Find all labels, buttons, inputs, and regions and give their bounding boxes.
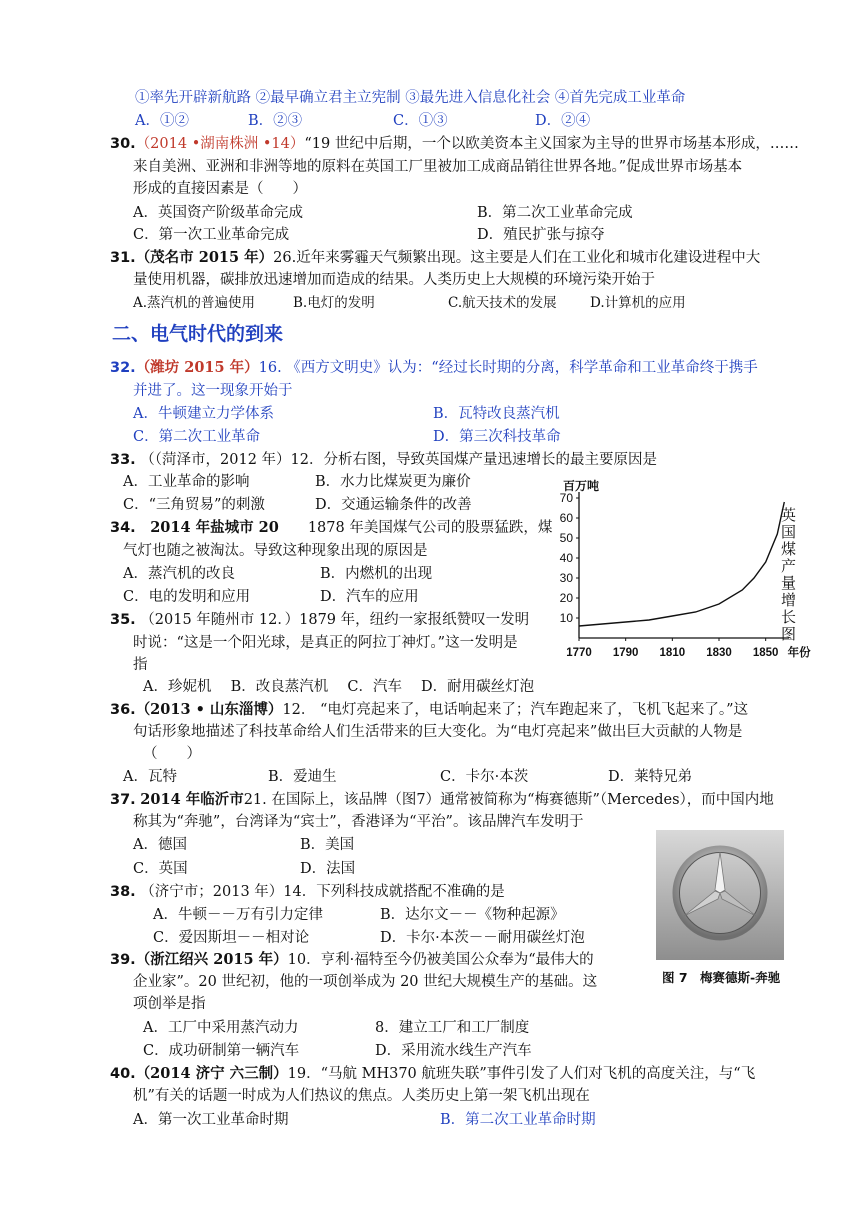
q29-choice-a: A．①②	[135, 113, 189, 129]
q32-line2: 并进了。这一现象开始于	[133, 383, 293, 399]
series-title-char: 产	[781, 557, 797, 575]
q40-text1: 19．“马航 MH370 航班失联”事件引发了人们对飞机的高度关注，与“飞	[287, 1066, 756, 1082]
series-title-char: 国	[781, 523, 797, 541]
q39-option-a: A．工厂中采用蒸汽动力	[143, 1020, 299, 1036]
q34-line2: 气灯也随之被淘汰。导致这种现象出现的原因是	[123, 543, 428, 559]
question-number: 36.	[110, 702, 136, 718]
coal-series-line	[579, 502, 784, 626]
y-tick-label: 30	[559, 571, 573, 585]
q33-line1	[110, 450, 657, 470]
q29-options: ①率先开辟新航路 ②最早确立君主立宪制 ③最先进入信息化社会 ④首先完成工业革命	[135, 90, 686, 106]
q34-source: 2014 年盐城市 20	[150, 519, 279, 536]
x-tick-label: 1810	[659, 647, 686, 659]
q30-text1: “19 世纪中后期，一个以欧美资本主义国家为主导的世界市场基本形成，……	[304, 136, 799, 152]
q35-line1	[110, 610, 529, 630]
q29-choice-b: B．②③	[248, 113, 303, 129]
y-tick-label: 70	[559, 491, 573, 505]
series-title-char: 图	[781, 625, 797, 643]
question-number: 31.	[110, 250, 136, 266]
q35-text1: （2015 年随州市 12．）1879 年，纽约一家报纸赞叹一发明	[140, 612, 530, 628]
question-number: 38.	[110, 884, 136, 900]
q35-options: A．珍妮机 B．改良蒸汽机 C．汽车 D．耐用碳丝灯泡	[143, 679, 535, 695]
q37-text1: 21. 在国际上，该品牌（图7）通常被简称为“梅赛德斯”（Mercedes），而中国内地	[243, 792, 774, 808]
q39-option-c: C．成功研制第一辆汽车	[143, 1043, 300, 1059]
x-tick-label: 1850	[752, 647, 779, 659]
q31-line1	[110, 248, 760, 268]
y-tick-label: 20	[559, 591, 573, 605]
q31-option-b: B.电灯的发明	[293, 295, 375, 311]
q33-option-b: B．水力比煤炭更为廉价	[315, 474, 471, 490]
q33-option-c: C．“三角贸易”的刺激	[123, 497, 265, 513]
q32-option-b: B．瓦特改良蒸汽机	[433, 406, 560, 422]
q34-option-a: A．蒸汽机的改良	[123, 566, 235, 582]
q30-option-c: C．第一次工业革命完成	[133, 227, 290, 243]
q34-text1: 1878 年美国煤气公司的股票猛跌，煤	[307, 520, 553, 536]
q37-source: 2014 年临沂市	[140, 791, 244, 808]
question-number: 34.	[110, 520, 136, 536]
q34-line1	[110, 518, 552, 538]
question-number: 40.	[110, 1066, 136, 1082]
q39-line3: 项创举是指	[133, 996, 206, 1012]
q39-source: （浙江绍兴 2015 年）	[135, 951, 288, 968]
q34-option-d: D．汽车的应用	[320, 589, 419, 605]
q40-option-a: A．第一次工业革命时期	[133, 1112, 289, 1128]
q38-option-c: C．爱因斯坦－－相对论	[153, 930, 310, 946]
q37-option-b: B．美国	[300, 837, 355, 853]
question-number: 35.	[110, 612, 136, 628]
q36-source: （2013 • 山东淄博）	[135, 701, 283, 718]
x-axis-label: 年份	[787, 647, 811, 659]
q38-option-a: A．牛顿－－万有引力定律	[153, 907, 323, 923]
y-tick-label: 50	[559, 531, 573, 545]
q40-source: （2014 济宁 六三制）	[135, 1065, 288, 1082]
q40-line2: 机”有关的话题一时成为人们热议的焦点。人类历史上第一架飞机出现在	[133, 1088, 590, 1104]
figure-caption: 图 7 梅赛德斯-奔驰	[662, 970, 781, 985]
q33-text1: （（菏泽市，2012 年）12．分析右图，导致英国煤产量迅速增长的最主要原因是	[140, 452, 658, 468]
q32-line1	[110, 358, 758, 378]
coal-production-chart	[555, 476, 815, 676]
series-title-char: 英	[781, 506, 797, 524]
question-number: 33.	[110, 452, 136, 468]
question-number: 32.	[110, 360, 136, 376]
q37-option-a: A．德国	[133, 837, 187, 853]
series-title-char: 煤	[781, 540, 797, 558]
q30-option-b: B．第二次工业革命完成	[477, 205, 633, 221]
q36-option-a: A．瓦特	[123, 769, 177, 785]
q31-source: （茂名市 2015 年）	[135, 249, 274, 266]
q32-text1: 16. 《西方文明史》认为：“经过长时期的分离，科学革命和工业革命终于携手	[258, 360, 758, 376]
mercedes-star-icon	[656, 830, 784, 960]
q39-line2: 企业家”。20 世纪初，他的一项创举成为 20 世纪大规模生产的基础。这	[133, 974, 598, 990]
question-number: 39.	[110, 952, 136, 968]
q37-line2: 称其为“奔驰”，台湾译为“宾士”，香港译为“平治”。该品牌汽车发明于	[133, 814, 584, 830]
q37-option-d: D．法国	[300, 861, 356, 877]
q31-text1: 26.近年来雾霾天气频繁出现。这主要是人们在工业化和城市化建设进程中大	[273, 250, 761, 266]
q30-line3: 形成的直接因素是（ ）	[133, 181, 307, 197]
q38-line1	[110, 882, 505, 902]
q40-option-b: B．第二次工业革命时期	[440, 1112, 596, 1128]
x-tick-label: 1830	[706, 647, 732, 659]
question-number: 30.	[110, 136, 136, 152]
y-tick-label: 10	[559, 611, 573, 625]
q29-choice-c: C．①③	[393, 113, 448, 129]
x-tick-label: 1790	[612, 647, 639, 659]
y-tick-label: 60	[559, 511, 573, 525]
q29-choice-d: D．②④	[535, 113, 591, 129]
series-title-char: 长	[781, 608, 797, 626]
q36-text1: 12． “电灯亮起来了，电话响起来了；汽车跑起来了，飞机飞起来了。”这	[282, 702, 749, 718]
q36-line3: （ ）	[143, 746, 201, 762]
series-title-char: 增	[781, 591, 797, 609]
q32-source: （潍坊 2015 年）	[135, 359, 259, 376]
q36-option-b: B．爱迪生	[268, 769, 337, 785]
section-heading: 二、电气时代的到来	[112, 323, 284, 345]
mercedes-logo-image	[656, 830, 784, 960]
q39-option-b: 8．建立工厂和工厂制度	[375, 1020, 530, 1036]
y-axis-label: 百万吨	[563, 479, 600, 493]
q31-line2: 量使用机器，碳排放迅速增加而造成的结果。人类历史上大规模的环境污染开始于	[133, 272, 655, 288]
q32-option-c: C．第二次工业革命	[133, 429, 261, 445]
q39-option-d: D．采用流水线生产汽车	[375, 1043, 532, 1059]
q37-line1	[110, 790, 774, 810]
q39-line1	[110, 950, 594, 970]
q36-option-d: D．莱特兄弟	[608, 769, 693, 785]
q38-option-d: D．卡尔·本茨－－耐用碳丝灯泡	[380, 930, 585, 946]
q30-source: （2014 •湖南株洲 •14）	[135, 136, 305, 152]
q33-option-d: D．交通运输条件的改善	[315, 497, 472, 513]
q30-line1	[110, 134, 799, 154]
q32-option-a: A．牛顿建立力学体系	[133, 406, 274, 422]
q33-option-a: A．工业革命的影响	[123, 474, 250, 490]
q38-text1: （济宁市；2013 年）14．下列科技成就搭配不准确的是	[140, 884, 505, 900]
q34-option-c: C．电的发明和应用	[123, 589, 251, 605]
q39-text1: 10．亨利·福特至今仍被美国公众奉为“最伟大的	[287, 952, 594, 968]
question-number: 37.	[110, 792, 136, 808]
q31-option-d: D.计算机的应用	[590, 295, 686, 311]
q36-option-c: C．卡尔·本茨	[440, 769, 529, 785]
q31-option-c: C.航天技术的发展	[448, 295, 557, 311]
series-title-char: 量	[781, 574, 797, 592]
q40-line1	[110, 1064, 755, 1084]
q35-line3: 指	[133, 657, 148, 673]
q36-line2: 句话形象地描述了科技革命给人们生活带来的巨大变化。为“电灯亮起来”做出巨大贡献的人物是	[133, 724, 743, 740]
x-tick-label: 1770	[566, 647, 592, 659]
q30-option-d: D．殖民扩张与掠夺	[477, 227, 605, 243]
q35-line2: 时说：“这是一个阳光球，是真正的阿拉丁神灯。”这一发明是	[133, 635, 518, 651]
q30-option-a: A．英国资产阶级革命完成	[133, 205, 303, 221]
q38-option-b: B．达尔文－－《物种起源》	[380, 907, 565, 923]
q37-option-c: C．英国	[133, 861, 188, 877]
y-tick-label: 40	[559, 551, 573, 565]
q32-option-d: D．第三次科技革命	[433, 429, 561, 445]
q30-line2: 来自美洲、亚洲和非洲等地的原料在英国工厂里被加工成商品销往世界各地。”促成世界市场基本	[133, 159, 743, 175]
q31-option-a: A.蒸汽机的普遍使用	[133, 295, 256, 311]
q36-line1	[110, 700, 748, 720]
q34-option-b: B．内燃机的出现	[320, 566, 433, 582]
